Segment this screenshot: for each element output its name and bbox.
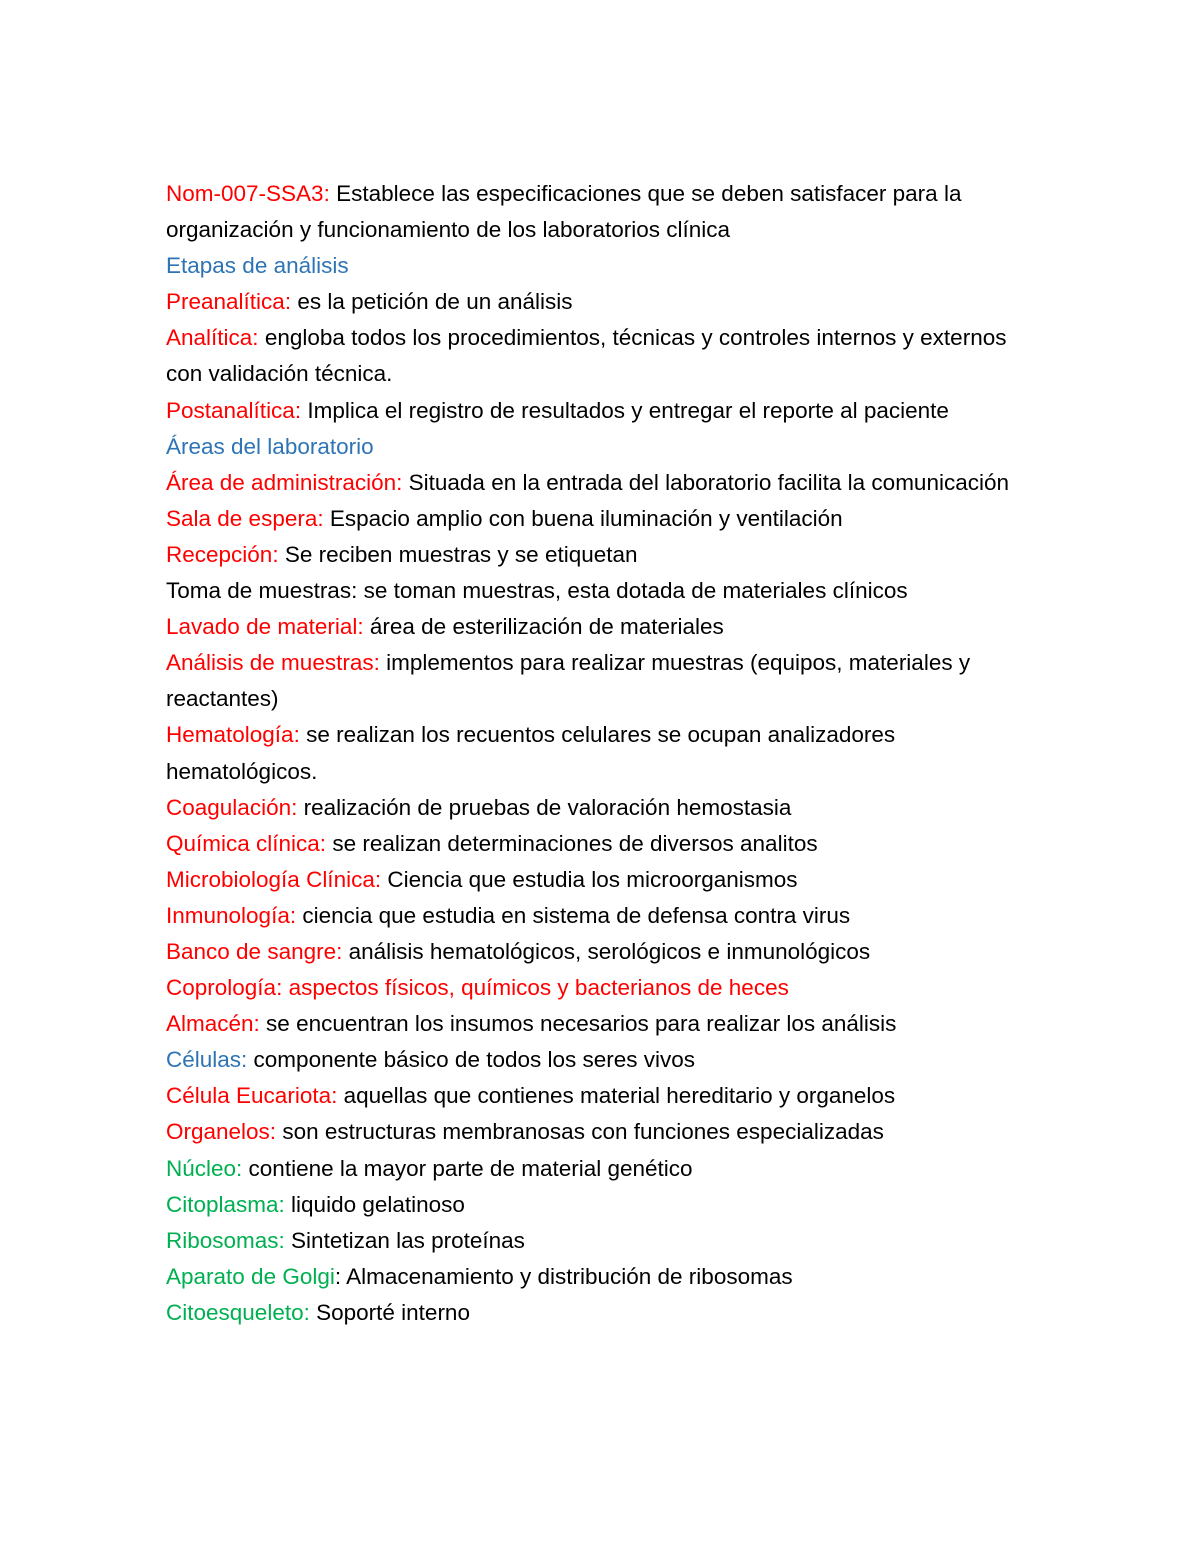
definition-paragraph — [166, 898, 1046, 934]
definition-text: Espacio amplio con buena iluminación y ventilación — [323, 505, 843, 531]
definition-text: es la petición de un análisis — [291, 289, 573, 315]
definition-text: se realizan los recuentos celulares se ocupan analizadores hematológicos. — [166, 722, 896, 784]
definition-term: Citoesqueleto: — [166, 1299, 310, 1325]
definition-paragraph — [166, 645, 1046, 717]
definition-term: Ribosomas: — [166, 1227, 285, 1253]
definition-paragraph — [166, 609, 1046, 645]
definition-paragraph — [166, 465, 1046, 501]
section-heading — [166, 248, 1046, 284]
definition-paragraph — [166, 934, 1046, 970]
definition-text: Sintetizan las proteínas — [284, 1227, 525, 1253]
section-heading — [166, 429, 1046, 465]
definition-term: Postanalítica: — [166, 397, 302, 423]
definition-text: contiene la mayor parte de material genético — [242, 1155, 693, 1181]
definition-term: Área de administración: — [166, 469, 403, 495]
definition-text: aquellas que contienes material hereditario y organelos — [337, 1083, 896, 1109]
definition-text: realización de pruebas de valoración hemostasia — [297, 794, 792, 820]
definition-term: Banco de sangre: — [166, 938, 343, 964]
definition-text: Se reciben muestras y se etiquetan — [278, 541, 638, 567]
definition-text: Situada en la entrada del laboratorio facilita la comunicación — [402, 469, 1009, 495]
definition-paragraph — [166, 1042, 1046, 1078]
definition-text: componente básico de todos los seres vivos — [247, 1047, 696, 1073]
section-heading-text: Etapas de análisis — [166, 253, 349, 279]
definition-paragraph — [166, 537, 1046, 573]
definition-text: engloba todos los procedimientos, técnicas y controles internos y externos con validación técnica. — [166, 325, 1007, 387]
definition-paragraph — [166, 1114, 1046, 1150]
definition-paragraph — [166, 717, 1046, 789]
definition-paragraph — [166, 826, 1046, 862]
definition-term: Preanalítica: — [166, 289, 292, 315]
section-heading-text: Áreas del laboratorio — [166, 433, 374, 459]
definition-paragraph — [166, 284, 1046, 320]
definition-term: Almacén: — [166, 1011, 260, 1037]
definition-term: Aparato de Golgi — [166, 1263, 335, 1289]
definition-paragraph — [166, 1187, 1046, 1223]
definition-text: análisis hematológicos, serológicos e inmunológicos — [342, 938, 871, 964]
definition-paragraph — [166, 1078, 1046, 1114]
definition-term: Célula Eucariota: — [166, 1083, 338, 1109]
definition-text: son estructuras membranosas con funciones especializadas — [276, 1119, 884, 1145]
definition-paragraph — [166, 862, 1046, 898]
definition-paragraph — [166, 1006, 1046, 1042]
definition-term: Análisis de muestras: — [166, 650, 380, 676]
definition-term: Nom-007-SSA3: — [166, 181, 330, 206]
definition-text: se encuentran los insumos necesarios para realizar los análisis — [259, 1011, 897, 1037]
definition-term: Lavado de material: — [166, 614, 364, 640]
definition-term: Organelos: — [166, 1119, 277, 1145]
definition-text: Establece las especificaciones que se deben satisfacer para la organización y funcionamiento de los laboratorios clínica — [166, 181, 962, 243]
definition-term: Analítica: — [166, 325, 259, 351]
definition-paragraph — [166, 573, 1046, 609]
definition-text: ciencia que estudia en sistema de defensa contra virus — [296, 902, 851, 928]
definition-term: Química clínica: — [166, 830, 327, 856]
definition-text: Ciencia que estudia los microorganismos — [381, 866, 798, 892]
definition-term: Coagulación: — [166, 794, 298, 820]
definition-text: implementos para realizar muestras (equipos, materiales y reactantes) — [166, 650, 971, 712]
definition-term: Recepción: — [166, 541, 279, 567]
definition-paragraph — [166, 790, 1046, 826]
definition-term: Citoplasma: — [166, 1191, 285, 1217]
definition-text: se realizan determinaciones de diversos analitos — [326, 830, 818, 856]
definition-text: Soporté interno — [309, 1299, 470, 1325]
document-body — [166, 176, 1046, 1331]
definition-paragraph — [166, 393, 1046, 429]
definition-term: Coprología: aspectos físicos, químicos y bacterianos de heces — [166, 975, 789, 1001]
definition-paragraph — [166, 1223, 1046, 1259]
definition-term: Núcleo: — [166, 1155, 243, 1181]
definition-paragraph — [166, 970, 1046, 1006]
definition-paragraph — [166, 1295, 1046, 1331]
definition-paragraph — [166, 1151, 1046, 1187]
definition-text: área de esterilización de materiales — [363, 614, 724, 640]
definition-paragraph — [166, 1259, 1046, 1295]
definition-paragraph — [166, 501, 1046, 537]
definition-text: Implica el registro de resultados y entregar el reporte al paciente — [301, 397, 949, 423]
definition-term: Inmunología: — [166, 902, 297, 928]
definition-term: Microbiología Clínica: — [166, 866, 382, 892]
definition-paragraph — [166, 320, 1046, 392]
definition-term: Sala de espera: — [166, 505, 324, 531]
definition-paragraph — [166, 176, 1046, 248]
definition-text: : Almacenamiento y distribución de ribosomas — [334, 1263, 793, 1289]
definition-term: Células: — [166, 1047, 248, 1073]
definition-term: Hematología: — [166, 722, 300, 748]
definition-text: liquido gelatinoso — [284, 1191, 465, 1217]
plain-text: Toma de muestras: se toman muestras, esta dotada de materiales clínicos — [166, 578, 908, 604]
